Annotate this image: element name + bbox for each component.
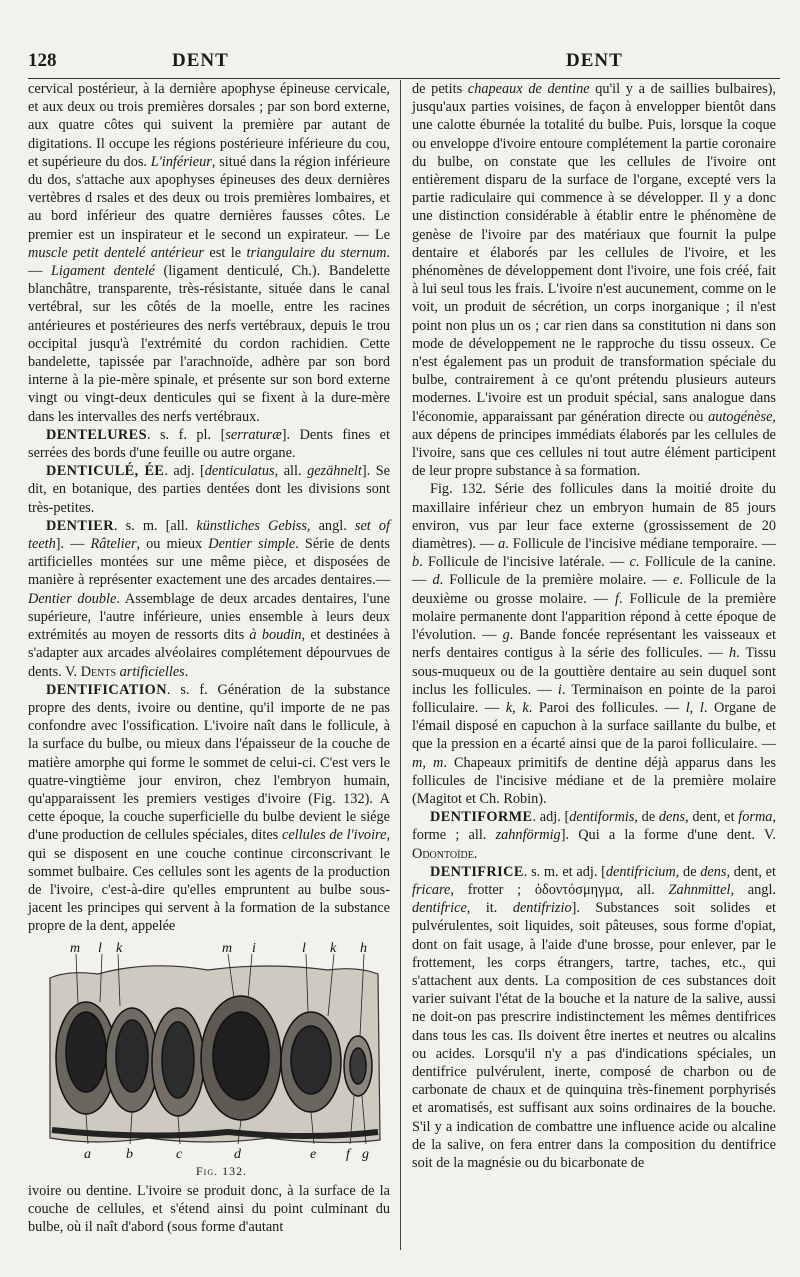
- figure-legend: Fig. 132. Série des follicules dans la moitié droite du maxillaire inférieur chez un embryon humain de 85 jours environ, vus par leur face externe (grossissement de 20 diamètres). — a. Follicule de l'incisive médiane temporaire. — b. Follicule de l'incisive latérale. — c. Follicule de la canine. — d. Follicule de la première molaire. — e. Follicule de la deuxième ou grosse molaire. — f. Follicule de la première molaire permanente dont l'apparition répond à cette époque de l'évolution. — g. Bande foncée représentant les vaisseaux et nerfs dentaires contigus à la série des follicules. — h. Tissu sous-muqueux ou de la gouttière dentaire au sein duquel sont inclus les follicules. — i. Terminaison en pointe de la paroi folliculaire. — k, k. Paroi des follicules. — l, l. Organe de l'émail disposé en capuchon à la surface saillante du bulbe, et que la pression en a écarté ainsi que de la paroi folliculaire. — m, m. Chapeaux primitifs de dentine déjà apparus dans les follicules de l'incisive médiane et de la première molaire (Magitot et Ch. Robin).: [412, 481, 777, 807]
- entry-denticule: DENTICULÉ, ÉE. adj. [denticulatus, all. gezähnelt]. Se dit, en botanique, des parties dentées dont les divisions sont très-petites.: [28, 463, 390, 516]
- entry-dentier: DENTIER. s. m. [all. künstliches Gebiss, angl. set of teeth]. — Râtelier, ou mieux Dentier simple. Série de dents artificielles montées sur une même pièce, et disposées de manière à représenter exactement une des arcades dentaires.—Dentier double. Assemblage de deux arcades dentaires, l'une supérieure, l'autre inférieure, unies ensemble à leurs deux extrémités au moyen de ressorts dits à boudin, et destinées à s'adapter aux arcades alvéolaires complétement dépourvues de dents. V. Dents artificielles.: [28, 517, 390, 680]
- right-column: [412, 80, 776, 1172]
- header-rule: [28, 78, 780, 79]
- entry-dentiforme: DENTIFORME. adj. [dentiformis, de dens, dent, et forma, forme ; all. zahnförmig]. Qui a la forme d'une dent. V. Odontoïde.: [412, 809, 777, 862]
- fig-label-g: g: [362, 1146, 369, 1162]
- fig-label-l-left: l: [98, 940, 102, 956]
- dentine-cap-e: [291, 1026, 331, 1094]
- fig-label-e: e: [310, 1146, 317, 1162]
- dentine-cap-c: [162, 1022, 194, 1098]
- left-running-heading: DENT: [172, 50, 229, 71]
- headword-dentiforme: DENTIFORME: [430, 809, 533, 826]
- fig-label-k-right: k: [330, 940, 337, 956]
- entry-dentelures: DENTELURES. s. f. pl. [serraturæ]. Dents fines et serrées des bords d'une feuille ou autre organe.: [28, 426, 390, 462]
- fig-label-m-left: m: [70, 940, 81, 956]
- headword-denticule: DENTICULÉ, ÉE: [46, 463, 165, 480]
- fig-label-d: d: [234, 1146, 241, 1162]
- right-running-heading: DENT: [566, 50, 623, 71]
- entry-dentele-continued: cervical postérieur, à la dernière apophyse épineuse cervicale, et aux deux ou trois premières dorsales ; par son bord externe, aux quatre côtes qui suivent la première par autant de digitations. Il occupe les régions postérieure inférieure du cou, et supérieure du dos. L'inférieur, situé dans la région inférieure du dos, s'attache aux apophyses épineuses des deux dernières vertèbres d rsales et des deux ou trois premières lombaires, et au bord inférieur des quatre dernières fausses côtes. Le premier est un inspirateur et le second un expirateur. — Le muscle petit dentelé antérieur est le triangulaire du sternum. — Ligament dentelé (ligament denticulé, Ch.). Bandelette blanchâtre, transparente, très-résistante, située dans le canal vertébral, sur les côtés de la moelle, entre les racines antérieures et postérieures des nerfs vertébraux, depuis le trou occipital jusqu'à l'extrémité du cordon rachidien. Cette bandelette, tapissée par l'arachnoïde, adhère par son bord interne à la pie-mère spinale, et présente sur son bord externe vingt ou vingt-deux denticules qui se fixent à la dure-mère dans les intervalles des nerfs vertébraux.: [28, 81, 390, 425]
- headword-dentification: DENTIFICATION: [46, 681, 167, 698]
- running-header: [0, 50, 800, 78]
- headword-dentifrice: DENTIFRICE: [430, 863, 524, 880]
- fig-label-f: f: [346, 1146, 350, 1162]
- entry-dentification-right: de petits chapeaux de dentine qu'il y a de saillies bulbaires), jusqu'aux parties voisines, de façon à envelopper bientôt dans une calotte éburnée la totalité du bulbe. Puis, lorsque la coque ou enveloppe d'ivoire entoure complétement la partie coronaire du bulbe, on constate que les cellules de l'ivoire ont entièrement disparu de la surface de l'organe, excepté vers la partie radiculaire qui commence à se développer. Il y a donc une distinction considérable à établir entre le phénomène de genèse de l'ivoire par des matériaux que fournit la pulpe dentaire et élaborés par les cellules de l'ivoire, et les phénomènes de développement dont l'ivoire, une fois créé, fait à lui seul tous les frais. L'ivoire n'est aucunement, comme on le voit, un produit de sécrétion, un corps inorganique ; il n'est point non plus un os ; car rien dans sa constitution ni dans son mode de développement ne le rapproche du tissu osseux. Ce n'est également pas un produit de transformation spéciale du bulbe, contrairement à ce qu'ont prétendu plusieurs auteurs modernes. L'ivoire est un produit spécial, sans analogue dans l'économie, apparaissant par génération directe ou autogénèse, aux dépens de principes immédiats élaborés par les cellules de l'ivoire, sans que ces cellules ni tout autre élément participent de leur propre substance à sa formation.: [412, 81, 776, 480]
- fig-label-a: a: [84, 1146, 91, 1162]
- entry-dentifrice: DENTIFRICE. s. m. et adj. [dentifricium, de dens, dent, et fricare, frotter ; ὀδοντόσμηγμα, all. Zahnmittel, angl. dentifrice, it. dentifrizio]. Substances soit solides et pulvérulentes, soit liquides, soit pâteuses, sous forme d'opiat, dont on fait usage, à l'aide d'une brosse, pour enlever, par le frottement, les corps étrangers, tartre, taches, etc., qui s'attachent aux dents. La composition de ces substances doit varier suivant l'état de la bouche et la nature de la salive, aussi ne doit-on pas prescrire indistinctement les mêmes dentifrices dans tous les cas. Ils doivent être inertes et neutres ou alcalins ou acides. Lorsqu'il n'y a pas d'indications spéciales, un dentifrice pulvérulent, inerte, composé de charbon ou de carbonate de chaux et de quinquina très-finement porphyrisés et aromatisés, est suffisant aux soins ordinaires de la bouche. S'il y a indication de combattre une influence acide ou alcaline de la salive, on fera entrer dans la composition du dentifrice soit de la magnésie ou du bicarbonate de: [412, 863, 776, 1171]
- page-number: 128: [28, 50, 57, 71]
- follicle-g: [350, 1048, 366, 1084]
- fig-label-k-left: k: [116, 940, 123, 956]
- figure-caption: Fig. 132.: [196, 1163, 248, 1178]
- fig-label-c: c: [176, 1146, 183, 1162]
- figure-132: [28, 940, 390, 1180]
- headword-dentier: DENTIER: [46, 517, 114, 534]
- fig-label-b: b: [126, 1146, 133, 1162]
- fig-label-l-right: l: [302, 940, 306, 956]
- fig-label-m-right: m: [222, 940, 233, 956]
- dentine-cap-a: [66, 1012, 106, 1092]
- column-divider: [400, 80, 401, 1250]
- headword-dentelures: DENTELURES: [46, 426, 147, 443]
- tooth-follicles-illustration: [28, 940, 390, 1162]
- entry-dentification: DENTIFICATION. s. f. Génération de la substance propre des dents, ivoire ou dentine, qu'il importe de ne pas confondre avec l'ossification. L'ivoire naît dans le follicule, à la surface du bulbe, ou mieux dans l'épaisseur de la couche de matière amorphe qui forme le sommet de celui-ci. C'est vers le quatre-vingtième jour environ, chez l'embryon humain, qu'apparaissent les premiers vestiges d'ivoire (Fig. 132). A cette époque, la couche superficielle du bulbe devient le siége d'une production de cellules spéciales, dites cellules de l'ivoire, qui se disposent en une couche continue circonscrivant le sommet bulbaire. Ces cellules sont les agents de la production de l'ivoire, c'est-à-dire qu'elles empruntent au bulbe sous-jacent les principes qui servent à la formation de la substance propre de la dent, appelée: [28, 681, 391, 935]
- left-column: [28, 80, 390, 1236]
- dentine-cap-b: [116, 1020, 148, 1092]
- dentine-cap-d: [213, 1012, 269, 1100]
- fig-label-h: h: [360, 940, 367, 956]
- entry-dentification-continued: ivoire ou dentine. L'ivoire se produit donc, à la surface de la couche de cellules, et s'étend ainsi du point culminant du bulbe, où il naît d'abord (sous forme d'autant: [28, 1182, 390, 1235]
- fig-label-i: i: [252, 940, 256, 956]
